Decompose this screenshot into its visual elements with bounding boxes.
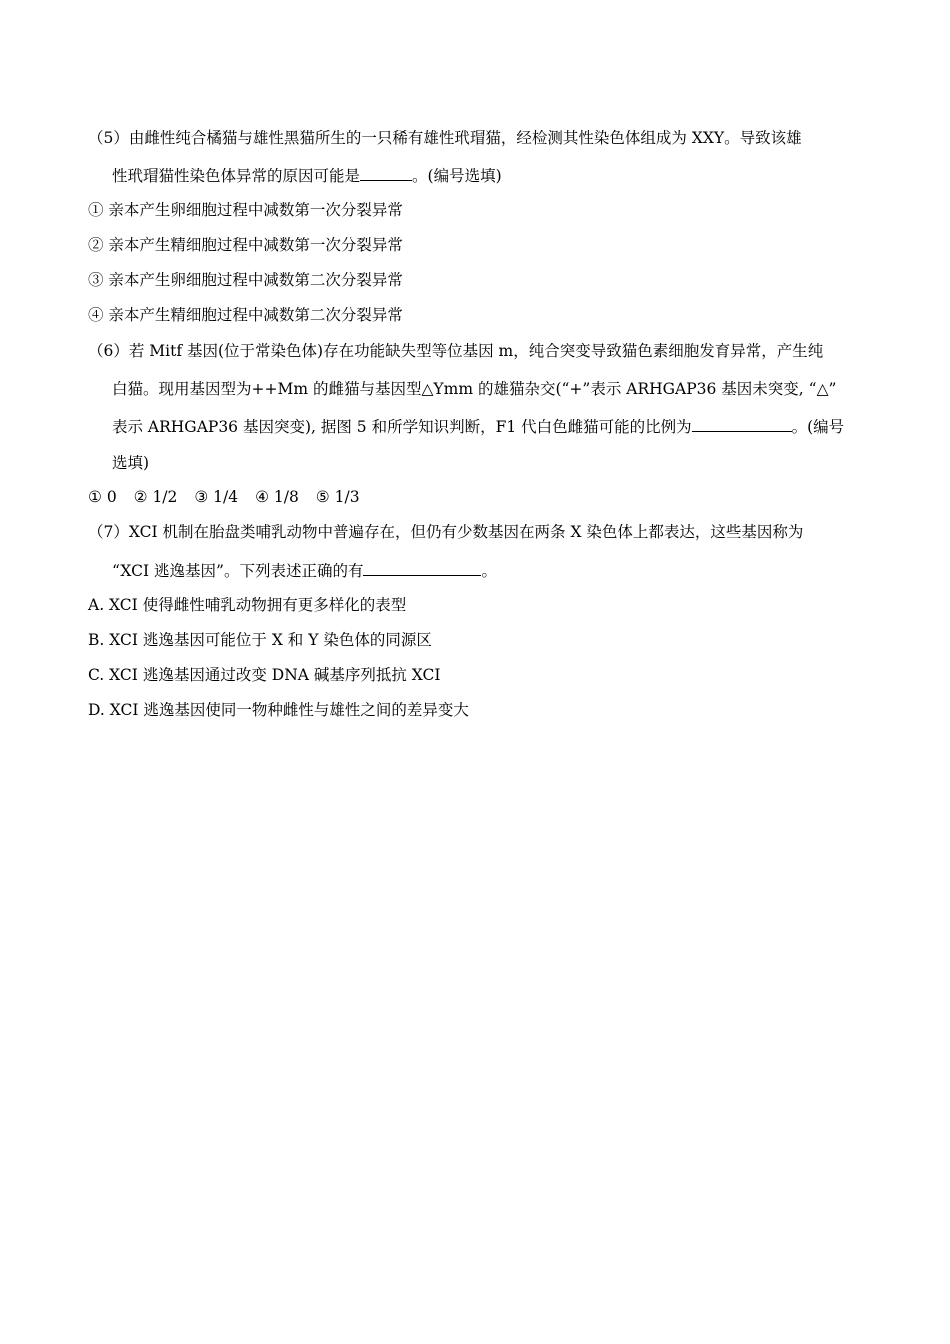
- q6-stem-suffix: 。(编号: [791, 418, 845, 436]
- q5-stem-suffix: 。(编号选填): [412, 167, 502, 185]
- q6-option-1: ① 0: [88, 488, 117, 506]
- q5-stem-text: 性玳瑁猫性染色体异常的原因可能是: [112, 167, 361, 185]
- q5-option-1: ① 亲本产生卵细胞过程中减数第一次分裂异常: [88, 201, 403, 219]
- q6-stem-line-2: 白猫。现用基因型为++Mm 的雌猫与基因型△Ymm 的雄猫杂交(“+”表示 ARHGAP36 基因未突变, “△”: [112, 380, 837, 398]
- q6-option-3: ③ 1/4: [194, 488, 239, 506]
- q7-stem-text: “XCI 逃逸基因”。下列表述正确的有: [112, 562, 364, 580]
- q6-options: [88, 487, 372, 507]
- q7-option-c: C. XCI 逃逸基因通过改变 DNA 碱基序列抵抗 XCI: [88, 666, 441, 684]
- q6-stem-line-4: 选填): [112, 454, 150, 472]
- q7-stem-line-1: （7）XCI 机制在胎盘类哺乳动物中普遍存在，但仍有少数基因在两条 X 染色体上都表达，这些基因称为: [88, 523, 804, 541]
- q6-stem-line-3: [112, 416, 844, 437]
- q5-option-2: ② 亲本产生精细胞过程中减数第一次分裂异常: [88, 236, 403, 254]
- q5-option-3: ③ 亲本产生卵细胞过程中减数第二次分裂异常: [88, 271, 403, 289]
- q6-option-5: ⑤ 1/3: [315, 488, 360, 506]
- q6-stem-line-1: （6）若 Mitf 基因(位于常染色体)存在功能缺失型等位基因 m，纯合突变导致猫色素细胞发育异常，产生纯: [88, 342, 824, 360]
- q7-option-b: B. XCI 逃逸基因可能位于 X 和 Y 染色体的同源区: [88, 631, 432, 649]
- q6-stem-text: 表示 ARHGAP36 基因突变), 据图 5 和所学知识判断，F1 代白色雌猫可能的比例为: [112, 418, 692, 436]
- q6-answer-blank[interactable]: [692, 416, 792, 432]
- q6-option-2: ② 1/2: [133, 488, 178, 506]
- q7-option-a: A. XCI 使得雌性哺乳动物拥有更多样化的表型: [88, 596, 407, 614]
- q5-stem-line-1: （5）由雌性纯合橘猫与雄性黑猫所生的一只稀有雄性玳瑁猫，经检测其性染色体组成为 XXY。导致该雄: [88, 129, 802, 147]
- q6-option-4: ④ 1/8: [255, 488, 299, 506]
- q5-answer-blank[interactable]: [360, 165, 412, 181]
- q7-stem-suffix: 。: [481, 562, 497, 580]
- q5-stem-line-2: [112, 165, 502, 186]
- q5-option-4: ④ 亲本产生精细胞过程中减数第二次分裂异常: [88, 306, 403, 324]
- q7-answer-blank[interactable]: [363, 560, 481, 576]
- q7-stem-line-2: [112, 560, 497, 581]
- q7-option-d: D. XCI 逃逸基因使同一物种雌性与雄性之间的差异变大: [88, 701, 469, 719]
